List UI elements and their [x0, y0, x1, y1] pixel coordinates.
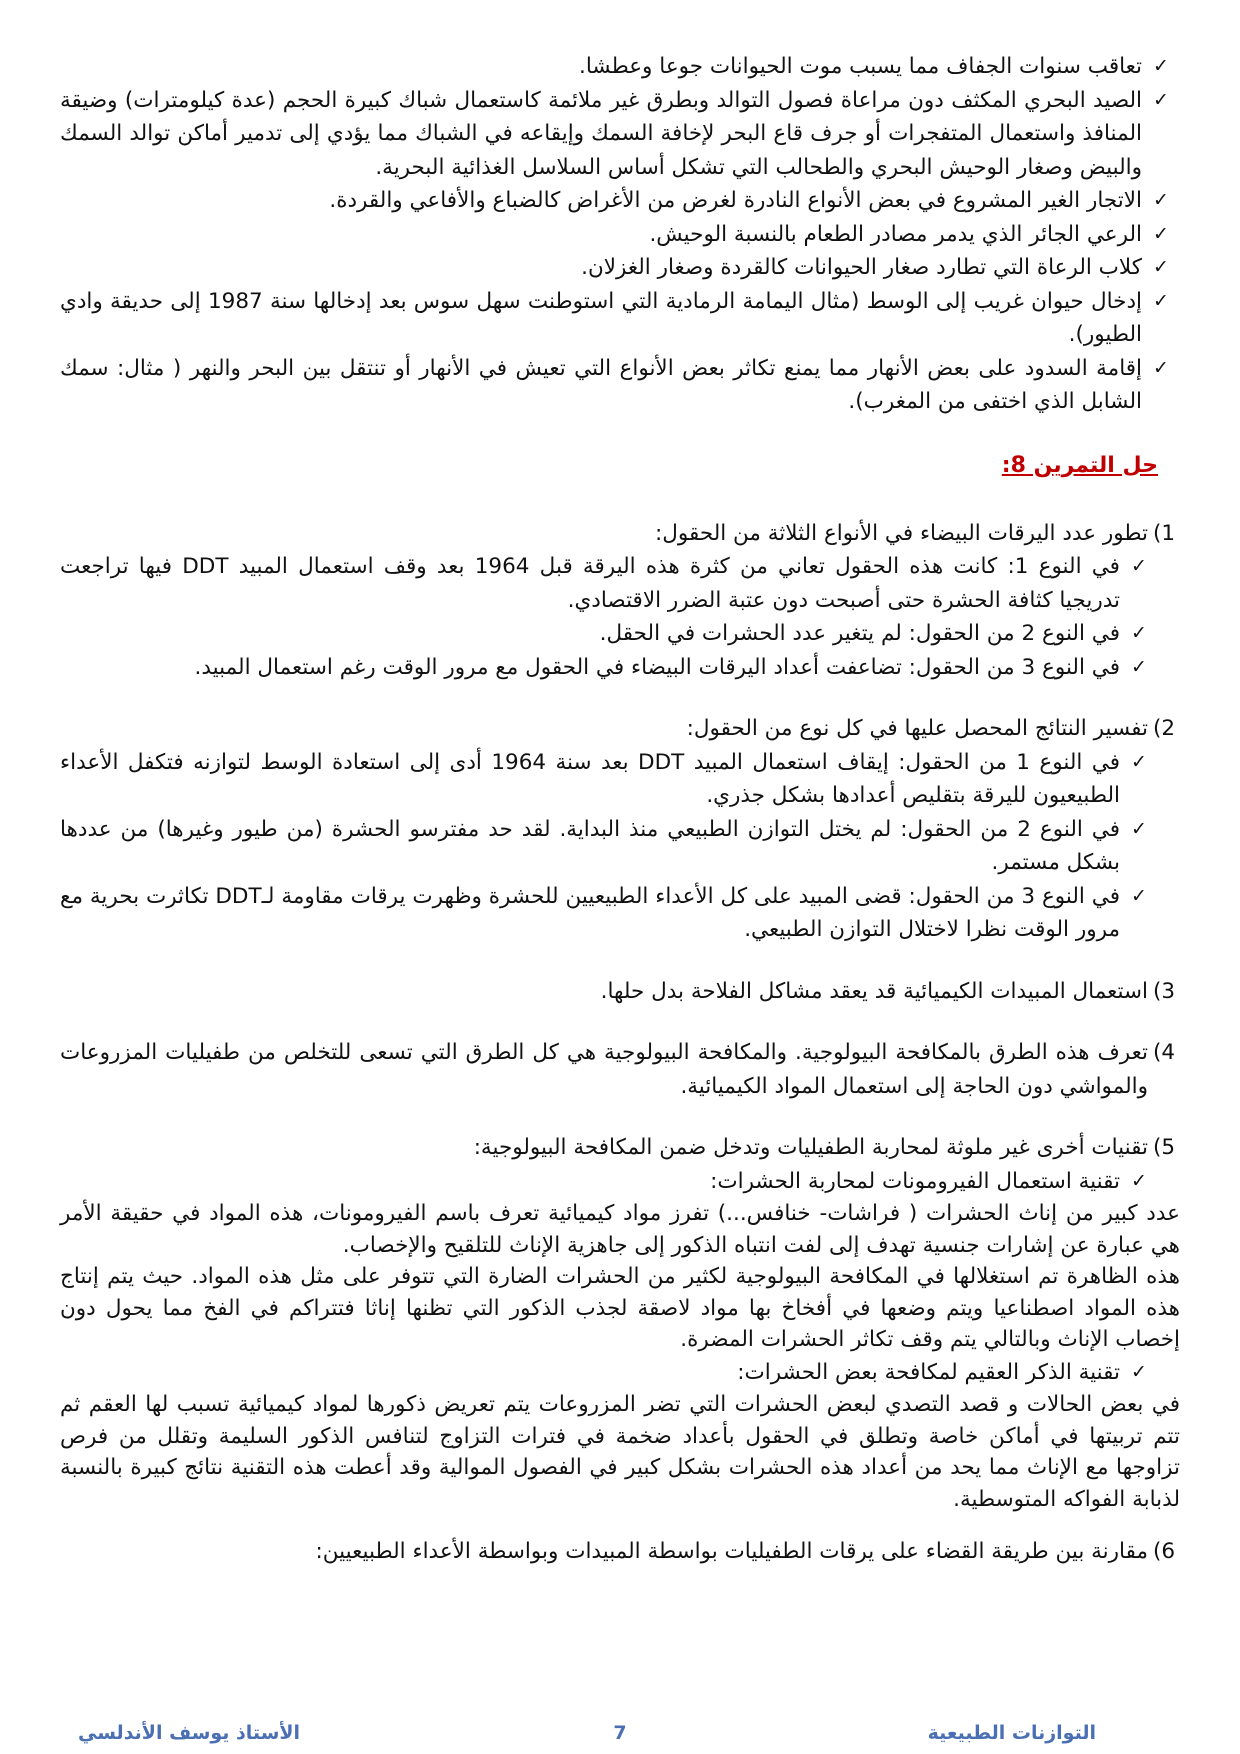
list-item: ✓ تقنية استعمال الفيرومونات لمحاربة الحشرات: [60, 1165, 1158, 1199]
check-icon: ✓ [1131, 555, 1147, 577]
question-3: 3) استعمال المبيدات الكيميائية قد يعقد مشاكل الفلاحة بدل حلها. [600, 978, 1176, 1004]
list-item [60, 218, 1180, 252]
cause-text: الرعي الجائر الذي يدمر مصادر الطعام بالنسبة الوحيش. [649, 221, 1142, 247]
question-1 [60, 517, 1180, 685]
list-item: ✓ في النوع 2 من الحقول: لم يختل التوازن الطبيعي منذ البداية. لقد حد مفترسو الحشرة (من طيور وغيرها) من عددها بشكل مستمر. [60, 813, 1158, 880]
question-2 [60, 712, 1180, 947]
check-icon: ✓ [1131, 655, 1147, 678]
cause-text: الصيد البحري المكثف دون مراعاة فصول التوالد وبطرق غير ملائمة كاستعمال شباك كبيرة الحجم (عدة كيلومترات) وضيقة المنافذ واستعمال المتفجرات أو جرف قاع البحر لإخافة السمك وإيقاعه في الشباك مما يؤدي إلى تدمير أماكن توالد السمك والبيض وصغار الوحيش البحري والطحالب التي تشكل أساس السلاسل الغذائية البحرية. [60, 87, 1142, 180]
page-footer [60, 1722, 1180, 1748]
paragraph: هذه الظاهرة تم استغلالها في المكافحة البيولوجية لكثير من الحشرات الضارة التي تتوفر على مثل هذه المواد. حيث يتم إنتاج هذه المواد اصطناعيا ويتم وضعها في أفخاخ بها مواد لاصقة لجذب الذكور التي تظنها إناثا فتتراكم في الفخ مما يحول دون إخصاب الإناث وبالتالي يتم وقف تكاثر الحشرات المضرة. [60, 1264, 1180, 1352]
question-items [60, 746, 1180, 947]
list-item [60, 50, 1180, 84]
cause-text: الاتجار الغير المشروع في بعض الأنواع النادرة لغرض من الأغراض كالضباع والأفاعي والقردة. [329, 188, 1142, 213]
question-title: 1) تطور عدد اليرقات البيضاء في الأنواع الثلاثة من الحقول: [654, 520, 1176, 546]
document-page [60, 50, 1180, 1754]
check-icon: ✓ [1131, 622, 1147, 644]
list-item: ✓ تقنية الذكر العقيم لمكافحة بعض الحشرات: [60, 1356, 1158, 1390]
cause-text: إقامة السدود على بعض الأنهار مما يمنع تكاثر بعض الأنواع التي تعيش في الأنهار أو تنتقل بين البحر والنهر ( مثال: سمك الشابل الذي اختفى من المغرب). [60, 355, 1142, 414]
footer-author: الأستاذ يوسف الأندلسي [78, 1722, 301, 1744]
check-icon: ✓ [1153, 289, 1169, 312]
list-item: ✓ في النوع 3 من الحقول: قضى المبيد على كل الأعداء الطبيعيين للحشرة وظهرت يرقات مقاومة لـDDT تكاثرت بحرية مع مرور الوقت نظرا لاختلال التوازن الطبيعي. [60, 880, 1158, 947]
check-icon: ✓ [1131, 750, 1147, 773]
question-title: 5) تقنيات أخرى غير ملوثة لمحاربة الطفيليات وتدخل ضمن المكافحة البيولوجية: [473, 1135, 1176, 1160]
question-4: 4) تعرف هذه الطرق بالمكافحة البيولوجية. والمكافحة البيولوجية هي كل الطرق التي تسعى للتخلص من طفيليات المزروعات والمواشي دون الحاجة إلى استعمال المواد الكيميائية. [60, 1040, 1176, 1099]
check-icon: ✓ [1153, 222, 1169, 245]
check-icon: ✓ [1153, 189, 1169, 211]
check-icon: ✓ [1153, 88, 1169, 111]
list-item [60, 184, 1180, 218]
cause-text: كلاب الرعاة التي تطارد صغار الحيوانات كالقردة وصغار الغزلان. [581, 255, 1142, 280]
causes-list [60, 50, 1180, 419]
paragraph: في بعض الحالات و قصد التصدي لبعض الحشرات التي تضر المزروعات يتم تعريض ذكورها لمواد كيميائية تسبب لها العقم ثم تتم تربيتها في أماكن خاصة وتطلق في الحقول بأعداد ضخمة في فترات التزاوج لتنافس الذكور السليمة وتقلل من فرص تزاوجها مع الإناث مما يحد من أعداد هذه الحشرات بشكل كبير في الفصول الموالية وقد أعطت هذه التقنية نتائج كبيرة بالنسبة لذبابة الفواكه المتوسطية. [60, 1392, 1180, 1512]
check-icon: ✓ [1131, 1169, 1147, 1192]
section-heading: حل التمرين 8: [1001, 452, 1158, 478]
list-item: ✓ في النوع 3 من الحقول: تضاعفت أعداد اليرقات البيضاء في الحقول مع مرور الوقت رغم استعمال المبيد. [60, 651, 1158, 685]
check-icon: ✓ [1153, 356, 1169, 379]
check-icon: ✓ [1153, 55, 1169, 77]
check-icon: ✓ [1131, 884, 1147, 907]
list-item [60, 285, 1180, 352]
check-icon: ✓ [1131, 817, 1147, 840]
list-item: ✓ في النوع 2 من الحقول: لم يتغير عدد الحشرات في الحقل. [60, 617, 1158, 651]
question-5 [60, 1131, 1180, 1515]
check-icon: ✓ [1131, 1360, 1147, 1383]
cause-text: تعاقب سنوات الجفاف مما يسبب موت الحيوانات جوعا وعطشا. [579, 54, 1142, 79]
footer-title: التوازنات الطبيعية [927, 1722, 1096, 1744]
question-title: 2) تفسير النتائج المحصل عليها في كل نوع من الحقول: [686, 716, 1176, 741]
list-item [60, 84, 1180, 185]
list-item: ✓ في النوع 1 من الحقول: إيقاف استعمال المبيد DDT بعد سنة 1964 أدى إلى استعادة الوسط لتوازنه فتكفل الأعداء الطبيعيون لليرقة بتقليص أعدادها بشكل جذري. [60, 746, 1158, 813]
cause-text: إدخال حيوان غريب إلى الوسط (مثال اليمامة الرمادية التي استوطنت سهل سوس بعد إدخالها سنة 1987 إلى حديقة وادي الطيور). [60, 288, 1143, 347]
question-items [60, 550, 1180, 684]
question-6: 6) مقارنة بين طريقة القضاء على يرقات الطفيليات بواسطة المبيدات وبواسطة الأعداء الطبيعيين: [315, 1539, 1176, 1564]
page-number: 7 [613, 1722, 627, 1744]
list-item: ✓ في النوع 1: كانت هذه الحقول تعاني من كثرة هذه اليرقة قبل 1964 بعد وقف استعمال المبيد DDT فيها تراجعت تدريجيا كثافة الحشرة حتى أصبحت دون عتبة الضرر الاقتصادي. [60, 550, 1158, 617]
list-item [60, 352, 1180, 419]
paragraph: عدد كبير من إناث الحشرات ( فراشات- خنافس...) تفرز مواد كيميائية تعرف باسم الفيرومونات، هذه المواد في حقيقة الأمر هي عبارة عن إشارات جنسية تهدف إلى لفت انتباه الذكور إلى جاهزية الإناث للتلقيح والإخصاب. [60, 1201, 1180, 1258]
check-icon: ✓ [1153, 256, 1169, 278]
list-item [60, 251, 1180, 285]
